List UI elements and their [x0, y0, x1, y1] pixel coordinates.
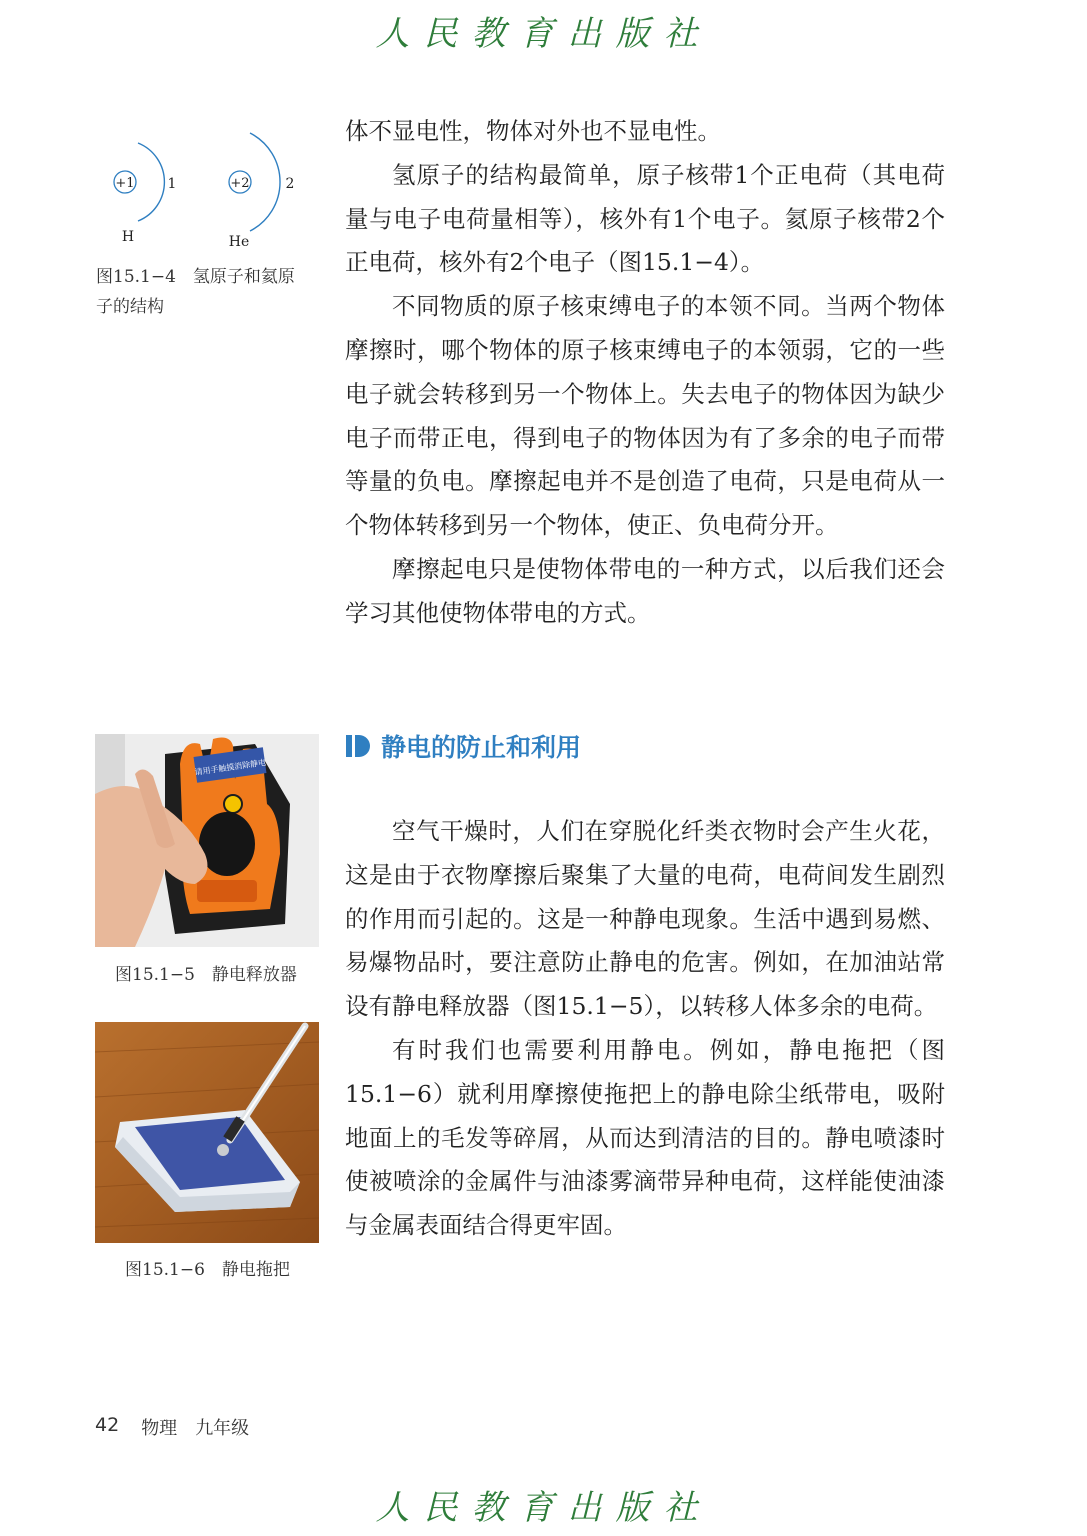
paragraph: 体不显电性，物体对外也不显电性。 [345, 117, 721, 145]
he-symbol: He [228, 234, 250, 250]
paragraph: 摩擦起电只是使物体带电的一种方式，以后我们还会学习其他使物体带电的方式。 [345, 554, 945, 627]
section-title: 静电的防止和利用 [381, 733, 582, 762]
atom-structure-diagram [100, 128, 315, 258]
discharger-sign-text: 请用手触摸消除静电 [194, 758, 267, 777]
static-discharger-photo [95, 734, 319, 947]
body-text-block-1 [345, 110, 945, 636]
hydrogen-atom [114, 143, 176, 245]
static-mop-photo [95, 1022, 319, 1243]
body-text-block-2 [345, 810, 945, 1248]
he-nucleus-label: +2 [230, 176, 250, 191]
section-marker-icon [345, 733, 371, 759]
figure-caption-15-1-4: 图15.1−4 氢原子和氦原 子的结构 [96, 267, 295, 317]
paragraph: 氢原子的结构最简单，原子核带1个正电荷（其电荷量与电子电荷量相等），核外有1个电子。氦原子核带2个正电荷，核外有2个电子（图15.1−4）。 [345, 160, 945, 277]
he-electron-shell [250, 133, 280, 231]
publisher-logo-bottom: 人民教育出版社 [375, 1488, 712, 1528]
paragraph: 不同物质的原子核束缚电子的本领不同。当两个物体摩擦时，哪个物体的原子核束缚电子的本领弱，它的一些电子就会转移到另一个物体上。失去电子的物体因为缺少电子而带正电，得到电子的物体因为有了多余的电子而带等量的负电。摩擦起电并不是创造了电荷，只是电荷从一个物体转移到另一个物体，使正、负电荷分开。 [345, 292, 945, 540]
subject-label: 物理 [141, 1418, 178, 1439]
he-electron-count: 2 [285, 176, 295, 192]
paragraph: 有时我们也需要利用静电。例如，静电拖把（图15.1−6）就利用摩擦使拖把上的静电除尘纸带电，吸附地面上的毛发等碎屑，从而达到清洁的目的。静电喷漆时使被喷涂的金属件与油漆雾滴带异种电荷，这样能使油漆与金属表面结合得更牢固。 [345, 1035, 945, 1240]
h-electron-count: 1 [167, 176, 177, 192]
page-number: 42 [95, 1414, 120, 1436]
h-electron-shell [138, 143, 164, 221]
helium-atom [229, 133, 295, 250]
grade-label: 九年级 [195, 1418, 250, 1439]
publisher-logo-top: 人民教育出版社 [375, 14, 712, 54]
section-heading [345, 726, 581, 766]
page-footer [95, 1414, 249, 1440]
figure-caption-15-1-6: 图15.1−6 静电拖把 [125, 1260, 290, 1280]
h-symbol: H [121, 229, 135, 245]
h-nucleus-label: +1 [115, 176, 135, 191]
paragraph: 空气干燥时，人们在穿脱化纤类衣物时会产生火花，这是由于衣物摩擦后聚集了大量的电荷，电荷间发生剧烈的作用而引起的。这是一种静电现象。生活中遇到易燃、易爆物品时，要注意防止静电的危害。例如，在加油站常设有静电释放器（图15.1−5），以转移人体多余的电荷。 [345, 817, 945, 1021]
figure-caption-15-1-5: 图15.1−5 静电释放器 [115, 965, 297, 985]
